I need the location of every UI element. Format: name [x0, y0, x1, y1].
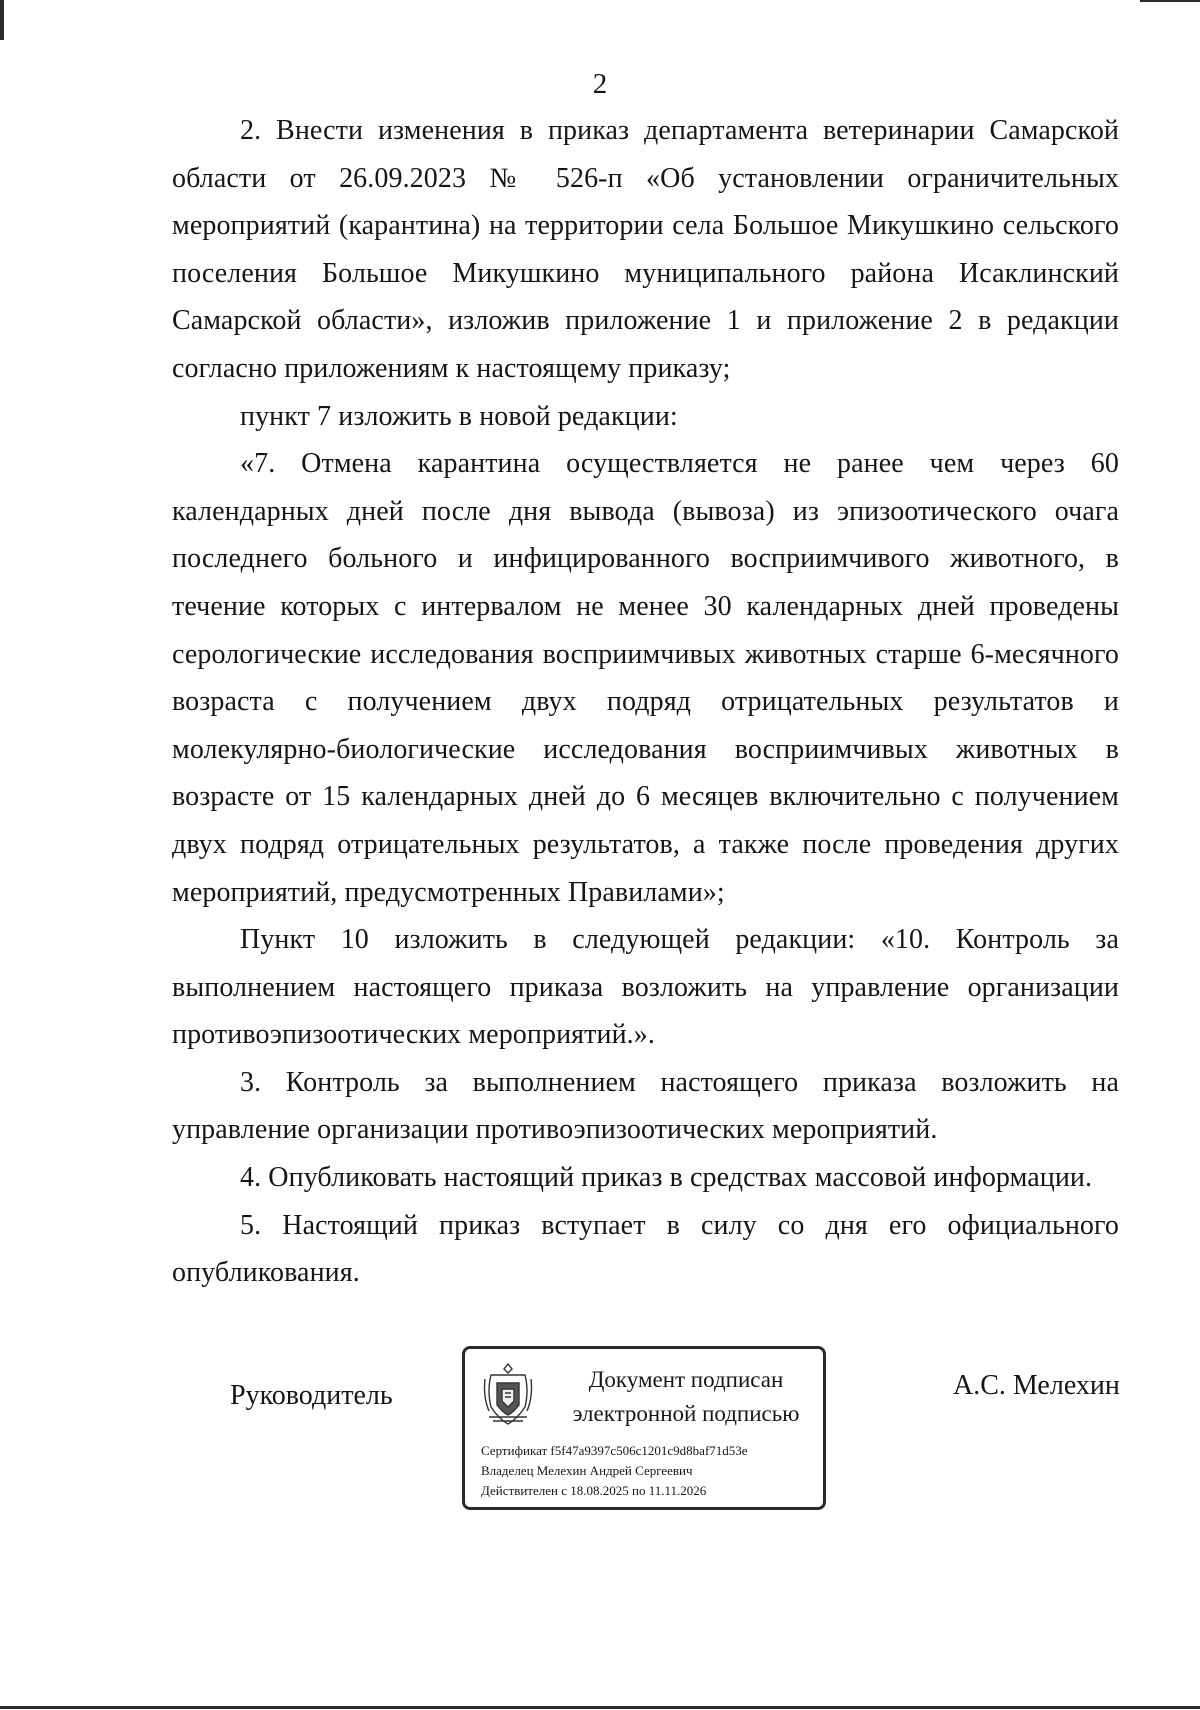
paragraph-item-5: 5. Настоящий приказ вступает в силу со дня его официального опубликования. — [172, 1209, 1119, 1289]
stamp-title — [561, 1363, 811, 1431]
stamp-title-line-2: электронной подписью — [572, 1401, 800, 1426]
electronic-signature-stamp — [462, 1346, 826, 1510]
paragraph-point-7-text: «7. Отмена карантина осуществляется не ранее чем через 60 календарных дней после дня вывода (вывоза) из эпизоотического очага последнего больного и инфицированного восприимчивого животного, в течение которых с интервалом не менее 30 календарных дней проведены серологические исследования восприимчивых животных старше 6-месячного возраста с получением двух подряд отрицательных результатов и молекулярно-биологические исследования восприимчивых животных в возрасте от 15 календарных дней до 6 месяцев включительно с получением двух подряд отрицательных результатов, а также после проведения других мероприятий, предусмотренных Правилами»; — [172, 448, 1119, 908]
stamp-details — [481, 1441, 811, 1501]
paragraph-item-3: 3. Контроль за выполнением настоящего приказа возложить на управление организации противоэпизоотических мероприятий. — [172, 1066, 1119, 1146]
signature-block — [0, 1346, 1200, 1516]
signatory-role: Руководитель — [230, 1380, 393, 1411]
certificate-validity: Действителен с 18.08.2025 по 11.11.2026 — [481, 1483, 707, 1498]
certificate-number: Сертификат f5f47a9397c506c1201c9d8baf71d53e — [481, 1443, 748, 1458]
stamp-title-line-1: Документ подписан — [588, 1367, 784, 1392]
paragraph-point-7-intro: пункт 7 изложить в новой редакции: — [240, 400, 678, 432]
paragraph-point-10: Пункт 10 изложить в следующей редакции: «10. Контроль за выполнением настоящего приказа возложить на управление организации противоэпизоотических мероприятий.». — [172, 924, 1119, 1051]
scan-edge-mark — [0, 1706, 1200, 1709]
certificate-owner: Владелец Мелехин Андрей Сергеевич — [481, 1463, 693, 1478]
scan-edge-mark — [0, 0, 4, 40]
scan-edge-mark — [1140, 0, 1200, 2]
paragraph-item-4: 4. Опубликовать настоящий приказ в средствах массовой информации. — [240, 1162, 1093, 1194]
signatory-name: А.С. Мелехин — [953, 1370, 1120, 1401]
coat-of-arms-icon — [481, 1361, 535, 1427]
paragraph-item-2: 2. Внести изменения в приказ департамента ветеринарии Самарской области от 26.09.2023 № 526-п «Об установлении ограничительных мероприятий (карантина) на территории села Большое Микушкино сельского поселения Большое Микушкино муниципального района Исаклинский Самарской области», изложив приложение 1 и приложение 2 в редакции согласно приложениям к настоящему приказу; — [172, 115, 1119, 384]
page-number: 2 — [592, 68, 608, 100]
document-body — [172, 107, 1119, 1297]
